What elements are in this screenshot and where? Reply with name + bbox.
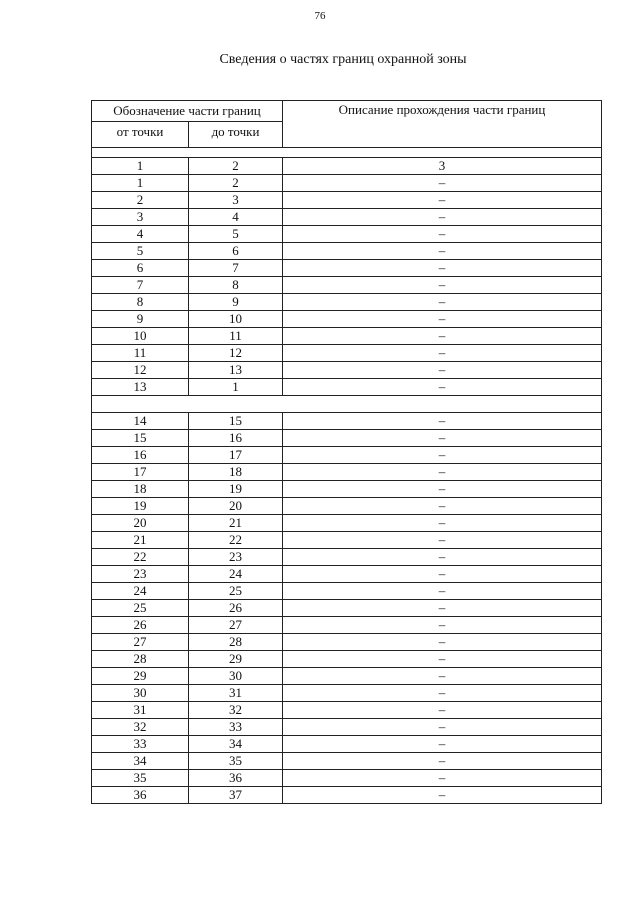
to-point-cell: 3	[189, 192, 283, 209]
table-row	[92, 464, 602, 481]
from-point-cell: 26	[92, 617, 189, 634]
description-cell: –	[283, 192, 602, 209]
table-row	[92, 702, 602, 719]
to-point-cell: 34	[189, 736, 283, 753]
description-cell: –	[283, 464, 602, 481]
to-point-cell: 15	[189, 413, 283, 430]
to-point-cell: 20	[189, 498, 283, 515]
table-row	[92, 651, 602, 668]
from-point-cell: 1	[92, 175, 189, 192]
from-point-cell: 4	[92, 226, 189, 243]
description-cell: –	[283, 430, 602, 447]
description-cell: –	[283, 379, 602, 396]
to-point-cell: 16	[189, 430, 283, 447]
to-point-cell: 28	[189, 634, 283, 651]
table-row	[92, 515, 602, 532]
table-row	[92, 362, 602, 379]
header-to-point: до точки	[189, 122, 283, 148]
from-point-cell: 30	[92, 685, 189, 702]
description-cell: –	[283, 651, 602, 668]
table-row	[92, 175, 602, 192]
table-row	[92, 634, 602, 651]
description-cell: –	[283, 413, 602, 430]
from-point-cell: 21	[92, 532, 189, 549]
table-row	[92, 413, 602, 430]
description-cell: –	[283, 226, 602, 243]
from-point-cell: 29	[92, 668, 189, 685]
to-point-cell: 24	[189, 566, 283, 583]
from-point-cell: 13	[92, 379, 189, 396]
table-row	[92, 260, 602, 277]
to-point-cell: 36	[189, 770, 283, 787]
spacer-cell	[92, 148, 602, 158]
to-point-cell: 27	[189, 617, 283, 634]
description-cell: –	[283, 260, 602, 277]
to-point-cell: 33	[189, 719, 283, 736]
column-number-2: 2	[189, 158, 283, 175]
to-point-cell: 2	[189, 175, 283, 192]
table-row	[92, 379, 602, 396]
table-body	[92, 148, 602, 804]
to-point-cell: 30	[189, 668, 283, 685]
table-row	[92, 549, 602, 566]
table-row	[92, 617, 602, 634]
from-point-cell: 11	[92, 345, 189, 362]
to-point-cell: 5	[189, 226, 283, 243]
description-cell: –	[283, 277, 602, 294]
to-point-cell: 22	[189, 532, 283, 549]
description-cell: –	[283, 702, 602, 719]
to-point-cell: 37	[189, 787, 283, 804]
from-point-cell: 27	[92, 634, 189, 651]
to-point-cell: 26	[189, 600, 283, 617]
description-cell: –	[283, 566, 602, 583]
description-cell: –	[283, 345, 602, 362]
to-point-cell: 9	[189, 294, 283, 311]
table-row	[92, 787, 602, 804]
from-point-cell: 19	[92, 498, 189, 515]
from-point-cell: 28	[92, 651, 189, 668]
from-point-cell: 8	[92, 294, 189, 311]
table-row	[92, 753, 602, 770]
table-row	[92, 277, 602, 294]
table-row	[92, 736, 602, 753]
description-cell: –	[283, 600, 602, 617]
from-point-cell: 16	[92, 447, 189, 464]
from-point-cell: 9	[92, 311, 189, 328]
from-point-cell: 31	[92, 702, 189, 719]
to-point-cell: 17	[189, 447, 283, 464]
boundary-parts-table	[91, 100, 602, 804]
to-point-cell: 7	[189, 260, 283, 277]
header-spacer-row	[92, 148, 602, 158]
table-header	[92, 101, 602, 148]
description-cell: –	[283, 243, 602, 260]
section-separator-row	[92, 396, 602, 413]
to-point-cell: 10	[189, 311, 283, 328]
document-title: Сведения о частях границ охранной зоны	[219, 52, 467, 67]
table-row	[92, 311, 602, 328]
to-point-cell: 1	[189, 379, 283, 396]
from-point-cell: 12	[92, 362, 189, 379]
from-point-cell: 24	[92, 583, 189, 600]
from-point-cell: 35	[92, 770, 189, 787]
description-cell: –	[283, 481, 602, 498]
description-cell: –	[283, 787, 602, 804]
to-point-cell: 6	[189, 243, 283, 260]
table-row	[92, 294, 602, 311]
to-point-cell: 18	[189, 464, 283, 481]
from-point-cell: 34	[92, 753, 189, 770]
to-point-cell: 12	[189, 345, 283, 362]
table-row	[92, 243, 602, 260]
header-boundary-designation: Обозначение части границ	[92, 101, 283, 122]
table-row	[92, 719, 602, 736]
from-point-cell: 3	[92, 209, 189, 226]
table-row	[92, 685, 602, 702]
description-cell: –	[283, 770, 602, 787]
from-point-cell: 25	[92, 600, 189, 617]
from-point-cell: 18	[92, 481, 189, 498]
header-from-point: от точки	[92, 122, 189, 148]
from-point-cell: 14	[92, 413, 189, 430]
description-cell: –	[283, 753, 602, 770]
description-cell: –	[283, 362, 602, 379]
table-row	[92, 600, 602, 617]
description-cell: –	[283, 498, 602, 515]
from-point-cell: 7	[92, 277, 189, 294]
description-cell: –	[283, 328, 602, 345]
from-point-cell: 6	[92, 260, 189, 277]
description-cell: –	[283, 549, 602, 566]
table-row	[92, 770, 602, 787]
table-row	[92, 430, 602, 447]
from-point-cell: 10	[92, 328, 189, 345]
description-cell: –	[283, 515, 602, 532]
table-row	[92, 447, 602, 464]
from-point-cell: 23	[92, 566, 189, 583]
to-point-cell: 35	[189, 753, 283, 770]
table-row	[92, 226, 602, 243]
description-cell: –	[283, 583, 602, 600]
description-cell: –	[283, 294, 602, 311]
description-cell: –	[283, 532, 602, 549]
table-row	[92, 566, 602, 583]
table-row	[92, 532, 602, 549]
page-number: 76	[314, 10, 326, 22]
from-point-cell: 32	[92, 719, 189, 736]
to-point-cell: 19	[189, 481, 283, 498]
description-cell: –	[283, 447, 602, 464]
description-cell: –	[283, 311, 602, 328]
from-point-cell: 2	[92, 192, 189, 209]
separator-cell	[92, 396, 602, 413]
from-point-cell: 22	[92, 549, 189, 566]
column-number-3: 3	[283, 158, 602, 175]
from-point-cell: 5	[92, 243, 189, 260]
to-point-cell: 25	[189, 583, 283, 600]
description-cell: –	[283, 685, 602, 702]
from-point-cell: 20	[92, 515, 189, 532]
table-row	[92, 498, 602, 515]
description-cell: –	[283, 634, 602, 651]
table-row	[92, 583, 602, 600]
table-row	[92, 481, 602, 498]
to-point-cell: 21	[189, 515, 283, 532]
description-cell: –	[283, 617, 602, 634]
from-point-cell: 36	[92, 787, 189, 804]
to-point-cell: 29	[189, 651, 283, 668]
to-point-cell: 31	[189, 685, 283, 702]
to-point-cell: 32	[189, 702, 283, 719]
from-point-cell: 17	[92, 464, 189, 481]
description-cell: –	[283, 175, 602, 192]
to-point-cell: 13	[189, 362, 283, 379]
description-cell: –	[283, 719, 602, 736]
table-row	[92, 209, 602, 226]
to-point-cell: 8	[189, 277, 283, 294]
table-row	[92, 668, 602, 685]
column-number-1: 1	[92, 158, 189, 175]
description-cell: –	[283, 209, 602, 226]
to-point-cell: 23	[189, 549, 283, 566]
table-row	[92, 328, 602, 345]
column-number-row	[92, 158, 602, 175]
to-point-cell: 11	[189, 328, 283, 345]
from-point-cell: 15	[92, 430, 189, 447]
table-row	[92, 192, 602, 209]
description-cell: –	[283, 668, 602, 685]
table-row	[92, 345, 602, 362]
header-description: Описание прохождения части границ	[283, 101, 602, 148]
from-point-cell: 33	[92, 736, 189, 753]
to-point-cell: 4	[189, 209, 283, 226]
description-cell: –	[283, 736, 602, 753]
